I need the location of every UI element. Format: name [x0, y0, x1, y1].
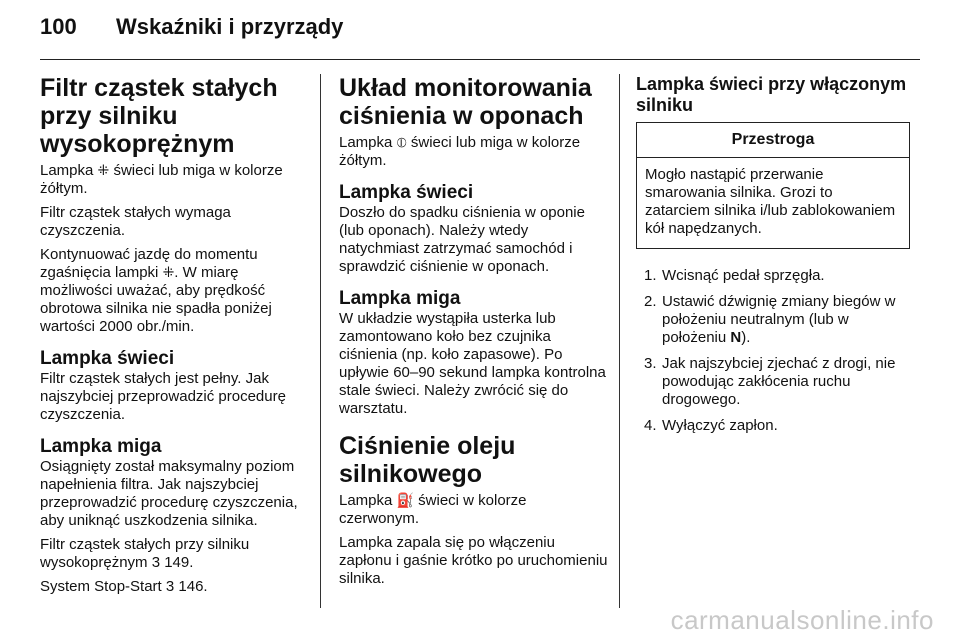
- column-1: [40, 74, 308, 602]
- paragraph: Lampka ⛽ świeci w kolorze czerwonym.: [339, 492, 527, 527]
- warning-title: Przestroga: [637, 123, 909, 158]
- paragraph: Lampka ⁜ świeci lub miga w kolorze żółtym.: [40, 162, 283, 197]
- paragraph: Doszło do spadku ciśnienia w oponie (lub oponach). Należy wtedy natychmiast zatrzymać samochód i sprawdzić ciśnienie w oponach.: [339, 204, 585, 275]
- section-title-oil-pressure: Ciśnienie oleju silnikowego: [339, 432, 516, 488]
- paragraph: Lampka zapala się po włączeniu zapłonu i gaśnie krótko po uruchomieniu silnika.: [339, 534, 608, 587]
- diesel-particulate-filter-icon: ⁜: [97, 162, 110, 178]
- paragraph: Filtr cząstek stałych jest pełny. Jak najszybciej przeprowadzić procedurę czyszczenia.: [40, 370, 286, 423]
- header-rule: [40, 59, 920, 60]
- column-3: [636, 74, 910, 443]
- subheading-lamp-blinking: Lampka miga: [339, 288, 461, 309]
- list-item: 1. Wcisnąć pedał sprzęgła.: [644, 267, 825, 284]
- subheading-lamp-on: Lampka świeci: [40, 348, 175, 369]
- paragraph: Lampka ⦶ świeci lub miga w kolorze żółtym.: [339, 134, 581, 169]
- page-header: [40, 14, 920, 54]
- warning-box: [636, 122, 910, 249]
- column-2: [339, 74, 609, 594]
- paragraph: Osiągnięty został maksymalny poziom napełnienia filtra. Jak najszybciej przeprowadzić procedurę czyszczenia, aby uniknąć uszkodzenia silnika.: [40, 458, 298, 529]
- list-item: 4. Wyłączyć zapłon.: [644, 417, 778, 434]
- section-title-lamp-engine-running: Lampka świeci przy włączonym silniku: [636, 74, 907, 115]
- section-title-particle-filter: Filtr cząstek stałych przy silniku wysokoprężnym: [40, 74, 278, 158]
- diesel-particulate-filter-icon: ⁜: [162, 264, 175, 280]
- page-ref-arrow-icon: 3: [165, 578, 175, 595]
- page-ref-arrow-icon: 3: [151, 554, 161, 571]
- list-item: 2. Ustawić dźwignię zmiany biegów w położeniu neutralnym (lub w położeniu N).: [644, 293, 896, 346]
- watermark: carmanualsonline.info: [670, 605, 934, 635]
- paragraph: Filtr cząstek stałych wymaga czyszczenia.: [40, 204, 231, 239]
- page-title: Wskaźniki i przyrządy: [116, 14, 344, 39]
- page-number: 100: [40, 14, 77, 39]
- oil-can-icon: ⛽: [396, 492, 414, 508]
- warning-text: Mogło nastąpić przerwanie smarowania silnika. Grozi to zatarciem silnika i/lub zablokowaniem kół napędzanych.: [645, 166, 896, 237]
- tire-pressure-icon: ⦶: [396, 134, 407, 150]
- cross-reference: System Stop-Start 3 146.: [40, 578, 208, 595]
- paragraph: W układzie wystąpiła usterka lub zamontowano koło bez czujnika ciśnienia (np. koło zapasowe). Po upływie 60–90 sekund lampka kontrolna stale świeci. Należy zwrócić się do warsztatu.: [339, 310, 606, 417]
- column-divider-2: [619, 74, 620, 608]
- subheading-lamp-blinking: Lampka miga: [40, 436, 162, 457]
- list-item: 3. Jak najszybciej zjechać z drogi, nie powodując zakłócenia ruchu drogowego.: [644, 355, 896, 408]
- paragraph: Kontynuować jazdę do momentu zgaśnięcia lampki ⁜. W miarę możliwości uważać, aby prędkość obrotowa silnika nie spadła poniżej wartości 2000 obr./min.: [40, 246, 272, 335]
- column-divider-1: [320, 74, 321, 608]
- subheading-lamp-on: Lampka świeci: [339, 182, 474, 203]
- steps-list: [636, 267, 910, 435]
- cross-reference: Filtr cząstek stałych przy silniku wysokoprężnym 3 149.: [40, 536, 250, 571]
- section-title-tire-pressure: Układ monitorowania ciśnienia w oponach: [339, 74, 592, 130]
